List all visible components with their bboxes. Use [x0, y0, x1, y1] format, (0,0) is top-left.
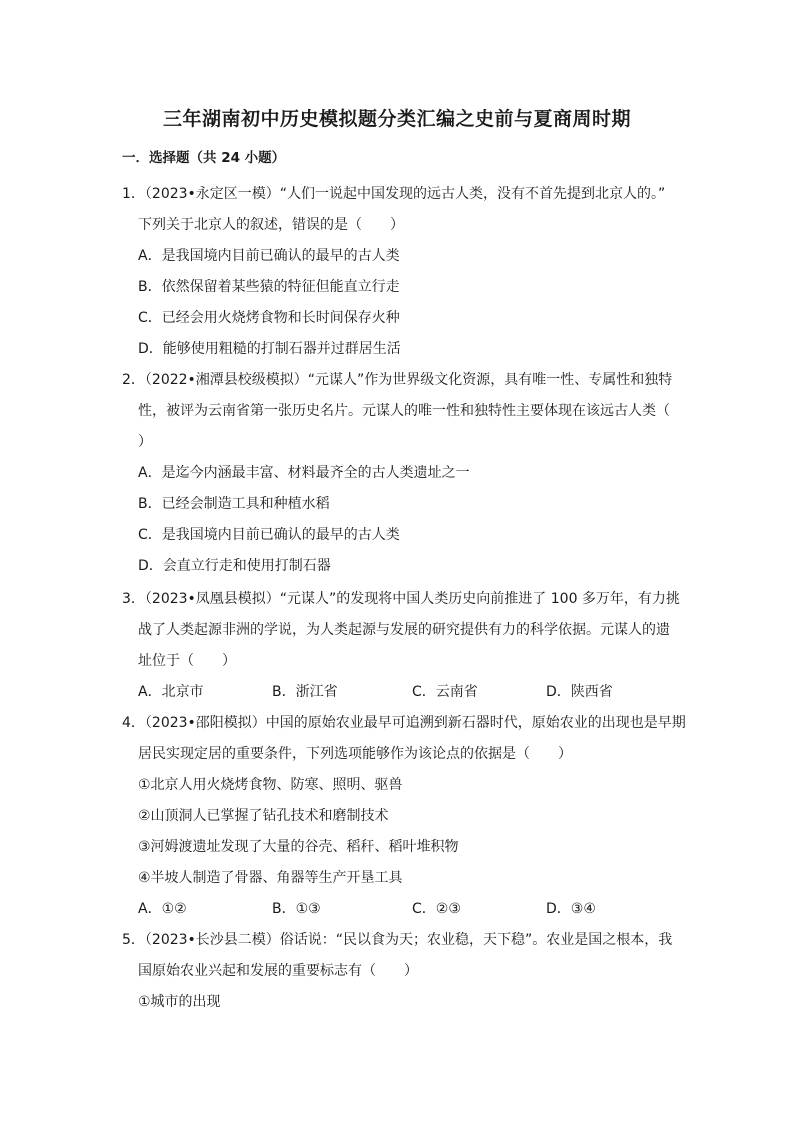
question-4-option-b: B．①③ [272, 901, 321, 917]
question-2-option-b: B．已经会制造工具和种植水稻 [138, 496, 330, 512]
question-3-option-b: B．浙江省 [272, 684, 338, 700]
question-2-line-2: 性，被评为云南省第一张历史名片。元谋人的唯一性和独特性主要体现在该远古人类（ [138, 403, 670, 419]
question-1-option-d: D．能够使用粗糙的打制石器并过群居生活 [138, 341, 401, 357]
question-2-option-a: A．是迄今内涵最丰富、材料最齐全的古人类遗址之一 [138, 465, 470, 481]
section-heading: 一．选择题（共 24 小题） [122, 150, 286, 166]
question-1-line-2: 下列关于北京人的叙述，错误的是（ ） [138, 217, 404, 233]
question-3-line-1: 3．（2023•凤凰县模拟）“元谋人”的发现将中国人类历史向前推进了 100 多万年，有力挑 [122, 591, 680, 607]
question-2-line-1: 2．（2022•湘潭县校级模拟）“元谋人”作为世界级文化资源，具有唯一性、专属性和独特 [122, 372, 673, 388]
page-title: 三年湖南初中历史模拟题分类汇编之史前与夏商周时期 [162, 108, 631, 130]
question-4-option-c: C．②③ [412, 901, 461, 917]
question-1-option-c: C．已经会用火烧烤食物和长时间保存火种 [138, 310, 400, 326]
question-4-option-d: D．③④ [546, 901, 596, 917]
question-3-line-2: 战了人类起源非洲的学说，为人类起源与发展的研究提供有力的科学依据。元谋人的遗 [138, 622, 670, 638]
question-1-option-a: A．是我国境内目前已确认的最早的古人类 [138, 248, 400, 264]
question-1-line-1: 1．（2023•永定区一模）“人们一说起中国发现的远古人类，没有不首先提到北京人的。” [122, 186, 666, 202]
question-3-option-d: D．陕西省 [546, 684, 613, 700]
question-4-statement-3: ③河姆渡遗址发现了大量的谷壳、稻秆、稻叶堆积物 [138, 839, 459, 855]
question-5-statement-1: ①城市的出现 [138, 994, 221, 1010]
question-5-line-2: 国原始农业兴起和发展的重要标志有（ ） [138, 963, 418, 979]
question-4-statement-1: ①北京人用火烧烤食物、防寒、照明、驱兽 [138, 777, 403, 793]
question-3-line-3: 址位于（ ） [138, 653, 236, 669]
question-4-line-1: 4．（2023•邵阳模拟）中国的原始农业最早可追溯到新石器时代，原始农业的出现也是早期 [122, 715, 686, 731]
question-4-statement-4: ④半坡人制造了骨器、角器等生产开垦工具 [138, 870, 403, 886]
question-4-option-a: A．①② [138, 901, 187, 917]
question-4-statement-2: ②山顶洞人已掌握了钻孔技术和磨制技术 [138, 808, 389, 824]
question-5-line-1: 5．（2023•长沙县二模）俗话说：“民以食为天；农业稳，天下稳”。农业是国之根本，我 [122, 932, 673, 948]
question-2-line-3: ） [138, 434, 152, 450]
question-2-option-c: C．是我国境内目前已确认的最早的古人类 [138, 527, 400, 543]
question-1-option-b: B．依然保留着某些猿的特征但能直立行走 [138, 279, 400, 295]
question-3-option-a: A．北京市 [138, 684, 204, 700]
question-2-option-d: D．会直立行走和使用打制石器 [138, 558, 331, 574]
question-3-option-c: C．云南省 [412, 684, 478, 700]
question-4-line-2: 居民实现定居的重要条件，下列选项能够作为该论点的依据是（ ） [138, 746, 572, 762]
